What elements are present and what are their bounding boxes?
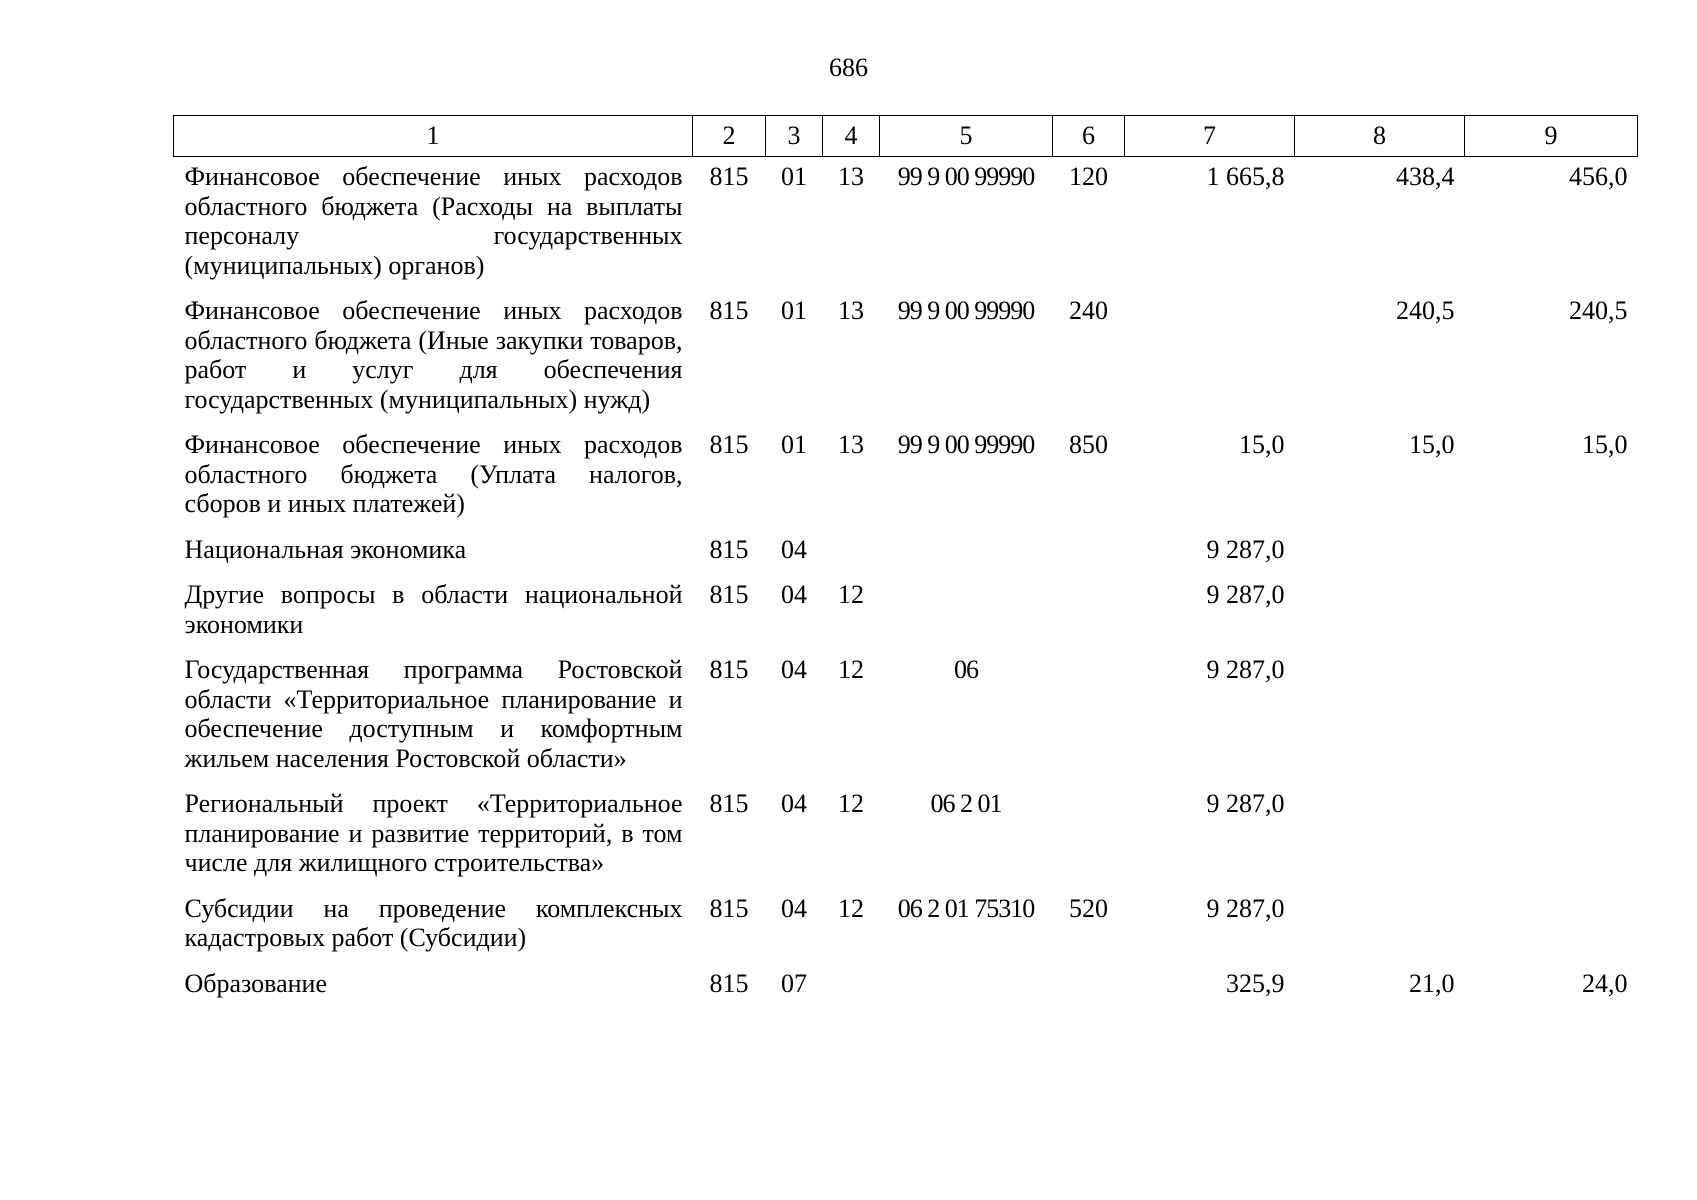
column-header-3: 3 xyxy=(766,116,823,157)
row-col-5: 99 9 00 99990 xyxy=(897,430,1035,459)
row-col-6: 120 xyxy=(1069,162,1108,191)
column-header-1: 1 xyxy=(174,116,693,157)
row-name: Субсидии на проведение комплексных кадастровых работ (Субсидии) xyxy=(184,893,683,952)
row-col-3: 04 xyxy=(781,655,807,684)
row-col-5 xyxy=(880,530,1053,576)
row-col-9 xyxy=(1465,575,1638,650)
row-col-6: 850 xyxy=(1069,430,1108,459)
row-col-3: 04 xyxy=(781,893,807,923)
row-col-2: 815 xyxy=(709,296,749,325)
table-row xyxy=(174,291,1638,425)
row-col-9: 24,0 xyxy=(1582,968,1628,998)
row-col-8: 240,5 xyxy=(1396,296,1455,325)
table-row xyxy=(174,889,1638,964)
row-col-5: 06 2 01 75310 xyxy=(897,893,1035,923)
row-col-4: 12 xyxy=(838,789,864,818)
row-col-7: 15,0 xyxy=(1239,430,1285,459)
row-col-2: 815 xyxy=(709,968,749,998)
column-header-8: 8 xyxy=(1295,116,1465,157)
row-col-3: 07 xyxy=(781,968,807,998)
row-col-5: 99 9 00 99990 xyxy=(897,296,1035,325)
row-col-2: 815 xyxy=(709,789,749,818)
row-col-8: 15,0 xyxy=(1409,430,1455,459)
column-header-6: 6 xyxy=(1053,116,1125,157)
row-col-2: 815 xyxy=(709,893,749,923)
row-name: Другие вопросы в области национальной экономики xyxy=(184,580,683,639)
column-header-2: 2 xyxy=(693,116,766,157)
row-col-9 xyxy=(1465,784,1638,889)
row-name: Национальная экономика xyxy=(184,534,467,564)
column-header-5: 5 xyxy=(880,116,1053,157)
table-header-row xyxy=(174,116,1638,157)
row-col-3: 01 xyxy=(781,162,807,191)
table-row xyxy=(174,650,1638,784)
row-col-4: 12 xyxy=(838,893,864,923)
row-col-2: 815 xyxy=(709,534,749,564)
row-col-2: 815 xyxy=(709,655,749,684)
row-col-3: 01 xyxy=(781,296,807,325)
row-col-3: 04 xyxy=(781,580,807,609)
row-col-7: 9 287,0 xyxy=(1206,580,1285,609)
row-col-4: 13 xyxy=(838,162,864,191)
row-col-4: 12 xyxy=(838,655,864,684)
budget-table xyxy=(173,115,1638,1009)
row-col-8 xyxy=(1295,575,1465,650)
row-col-8 xyxy=(1295,784,1465,889)
row-col-6 xyxy=(1053,530,1125,576)
table-row xyxy=(174,530,1638,576)
row-name: Образование xyxy=(184,968,328,998)
table-row xyxy=(174,425,1638,530)
row-col-5: 06 2 01 xyxy=(930,789,1002,818)
row-col-7: 325,9 xyxy=(1226,968,1285,998)
column-header-4: 4 xyxy=(823,116,880,157)
row-col-3: 04 xyxy=(781,789,807,818)
row-col-7: 1 665,8 xyxy=(1206,162,1285,191)
row-col-7: 9 287,0 xyxy=(1206,789,1285,818)
row-col-2: 815 xyxy=(709,580,749,609)
row-name: Государственная программа Ростовской области «Территориальное планирование и обеспечение доступным и комфортным жильем населения Ростовской области» xyxy=(184,655,683,773)
row-col-9 xyxy=(1465,650,1638,784)
row-col-7: 9 287,0 xyxy=(1206,655,1285,684)
row-col-4: 12 xyxy=(838,580,864,609)
row-name: Финансовое обеспечение иных расходов областного бюджета (Уплата налогов, сборов и иных платежей) xyxy=(184,430,683,518)
row-col-7 xyxy=(1125,291,1295,425)
row-col-8 xyxy=(1295,889,1465,964)
row-name: Финансовое обеспечение иных расходов областного бюджета (Расходы на выплаты персоналу государственных (муниципальных) органов) xyxy=(184,162,683,280)
table-row xyxy=(174,575,1638,650)
row-col-7: 9 287,0 xyxy=(1206,893,1285,923)
row-col-2: 815 xyxy=(709,162,749,191)
row-col-5: 99 9 00 99990 xyxy=(897,162,1035,191)
column-header-7: 7 xyxy=(1125,116,1295,157)
page-number: 686 xyxy=(829,53,868,82)
row-col-4: 13 xyxy=(838,296,864,325)
row-col-9 xyxy=(1465,530,1638,576)
row-col-8 xyxy=(1295,650,1465,784)
row-col-6: 520 xyxy=(1069,893,1108,923)
row-col-9: 240,5 xyxy=(1569,296,1628,325)
row-name: Региональный проект «Территориальное планирование и развитие территорий, в том числе для жилищного строительства» xyxy=(184,789,683,877)
row-col-4: 13 xyxy=(838,430,864,459)
row-col-2: 815 xyxy=(709,430,749,459)
row-col-6 xyxy=(1053,964,1125,1010)
row-col-5 xyxy=(880,575,1053,650)
row-col-5 xyxy=(880,964,1053,1010)
row-col-5: 06 xyxy=(954,655,978,684)
row-col-8: 438,4 xyxy=(1396,162,1455,191)
table-row xyxy=(174,964,1638,1010)
row-col-8: 21,0 xyxy=(1409,968,1455,998)
row-col-4 xyxy=(823,530,880,576)
table-row xyxy=(174,157,1638,292)
column-header-9: 9 xyxy=(1465,116,1638,157)
row-col-7: 9 287,0 xyxy=(1206,534,1285,564)
row-col-9: 15,0 xyxy=(1582,430,1628,459)
row-col-9 xyxy=(1465,889,1638,964)
table-row xyxy=(174,784,1638,889)
row-col-9: 456,0 xyxy=(1569,162,1628,191)
row-col-4 xyxy=(823,964,880,1010)
row-col-3: 01 xyxy=(781,430,807,459)
row-col-6 xyxy=(1053,650,1125,784)
row-col-6 xyxy=(1053,784,1125,889)
row-col-8 xyxy=(1295,530,1465,576)
row-name: Финансовое обеспечение иных расходов областного бюджета (Иные закупки товаров, работ и услуг для обеспечения государственных (муниципальных) нужд) xyxy=(184,296,683,414)
row-col-3: 04 xyxy=(781,534,807,564)
row-col-6 xyxy=(1053,575,1125,650)
row-col-6: 240 xyxy=(1069,296,1108,325)
